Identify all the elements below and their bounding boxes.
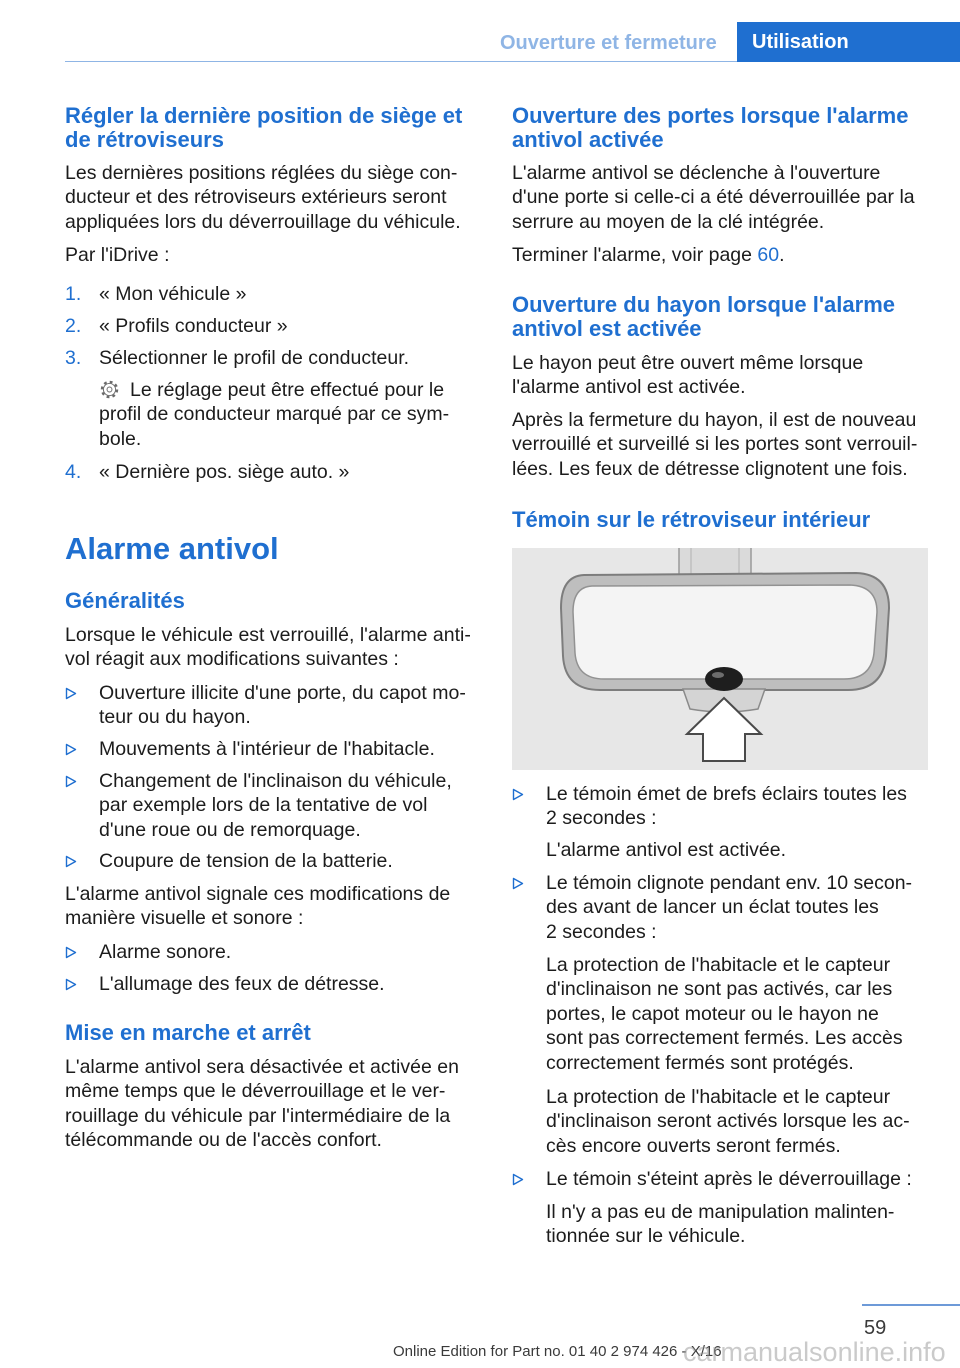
text-line: Le témoin émet de brefs éclairs toutes les: [546, 783, 907, 805]
text-line: d'inclinaison seront activés lorsque les ac-: [546, 1110, 910, 1133]
header-divider: [65, 61, 737, 62]
heading-line: Régler la dernière position de siège et: [65, 103, 463, 128]
doors-alarm-heading: [512, 104, 908, 153]
tailgate-alarm-heading: [512, 293, 895, 342]
heading-line: Généralités: [65, 588, 185, 613]
alarm-trigger-item: [65, 849, 393, 873]
reference-suffix: .: [779, 244, 785, 266]
text-line: vol réagit aux modifications suivantes :: [65, 648, 399, 671]
text-line: L'allumage des feux de détresse.: [99, 973, 385, 995]
bullet-triangle-icon: [65, 946, 77, 959]
text-line: correctement fermés sont protégés.: [546, 1051, 854, 1074]
bullet-triangle-icon: [512, 877, 524, 890]
text-line: verrouillé et surveillé si les portes sont verrouil-: [512, 433, 918, 456]
text-line: bole.: [99, 427, 142, 450]
text-line: portes, le capot moteur ou le hayon ne: [546, 1002, 879, 1025]
step-text: « Profils conducteur »: [99, 315, 288, 337]
text-line: Mouvements à l'intérieur de l'habitacle.: [99, 738, 435, 760]
step-3: [65, 346, 409, 370]
text-line: d'inclinaison ne sont pas activés, car les: [546, 978, 893, 1001]
page-number: 59: [864, 1317, 887, 1339]
text-line: l'alarme antivol est activée.: [512, 376, 746, 399]
step-text: « Mon véhicule »: [99, 283, 247, 305]
text-line: L'alarme antivol est activée.: [546, 839, 787, 861]
activation-heading: [65, 1021, 311, 1045]
indicator-state-item: [512, 1167, 912, 1191]
page-60-link[interactable]: 60: [757, 244, 780, 266]
text-line: lées. Les feux de détresse clignotent une fois.: [512, 457, 908, 480]
step-number: 1.: [65, 283, 82, 305]
alarm-indicator-led: [705, 667, 743, 691]
text-line: cès encore ouverts seront fermés.: [546, 1134, 841, 1157]
tailgate-alarm-text-1: [512, 351, 863, 400]
text-line: Le hayon peut être ouvert même lorsque: [512, 352, 864, 374]
tailgate-alarm-text-2: [512, 408, 917, 481]
text-line: 2 secondes :: [546, 920, 657, 943]
alarm-signal-item: [65, 940, 231, 964]
alarm-trigger-item: [65, 737, 435, 761]
step-4: [65, 460, 349, 484]
text-line: Changement de l'inclinaison du véhicule,: [99, 770, 452, 792]
text-line: L'alarme antivol sera désactivée et activée en: [65, 1056, 459, 1078]
heading-line: Témoin sur le rétroviseur intérieur: [512, 507, 871, 532]
step-text: « Dernière pos. siège auto. »: [99, 461, 350, 483]
indicator-state-detail: [546, 953, 903, 1075]
text-line: [512, 243, 785, 267]
reference-text: Terminer l'alarme, voir page: [512, 244, 758, 266]
step-3-note: [99, 378, 449, 451]
text-line: La protection de l'habitacle et le capteur: [546, 1086, 891, 1108]
alarm-signal-intro: [65, 882, 450, 931]
header-chapter-tab: [737, 22, 960, 62]
indicator-state-item: [512, 782, 907, 831]
bullet-triangle-icon: [65, 743, 77, 756]
header-section-title: Ouverture et fermeture: [500, 32, 717, 54]
alarm-section-title: Alarme antivol: [65, 531, 279, 566]
text-line: d'une roue ou de remorquage.: [99, 818, 361, 841]
text-line: teur ou du hayon.: [99, 706, 251, 729]
text-line: Le témoin clignote pendant env. 10 secon-: [546, 872, 913, 894]
indicator-state-detail: [546, 838, 786, 862]
mirror-indicator-heading: [512, 508, 870, 532]
text-line: Il n'y a pas eu de manipulation malinten-: [546, 1201, 895, 1223]
bullet-triangle-icon: [65, 978, 77, 991]
heading-line: antivol activée: [512, 127, 664, 153]
step-number: 4.: [65, 461, 82, 483]
doors-alarm-text: [512, 161, 915, 234]
step-2: [65, 314, 288, 338]
heading-line: Ouverture des portes lorsque l'alarme: [512, 103, 909, 128]
indicator-state-item: [512, 871, 912, 944]
bullet-triangle-icon: [65, 855, 77, 868]
text-line: Ouverture illicite d'une porte, du capot mo-: [99, 682, 466, 704]
indicator-state-detail: [546, 1085, 910, 1158]
text-line: appliquées lors du déverrouillage du véhicule.: [65, 210, 461, 233]
text-line: Le témoin s'éteint après le déverrouillage :: [546, 1168, 912, 1190]
bullet-triangle-icon: [65, 775, 77, 788]
heading-line: Mise en marche et arrêt: [65, 1020, 311, 1045]
edition-note: Online Edition for Part no. 01 40 2 974 426 - X/16: [393, 1343, 722, 1360]
text-line: même temps que le déverrouillage et le ver-: [65, 1080, 446, 1103]
header-chapter-label: Utilisation: [752, 31, 849, 53]
text-line: par exemple lors de la tentative de vol: [99, 794, 428, 817]
text-line: d'une porte si celle-ci a été déverrouillée par la: [512, 186, 915, 209]
alarm-trigger-item: [65, 681, 466, 730]
driver-profile-icon: [100, 380, 119, 399]
text-line: L'alarme antivol signale ces modifications de: [65, 883, 451, 905]
idrive-label: [65, 243, 170, 267]
alarm-signal-item: [65, 972, 385, 996]
heading-line: antivol est activée: [512, 316, 702, 342]
step-1: [65, 282, 246, 306]
heading-line: Ouverture du hayon lorsque l'alarme: [512, 292, 896, 317]
text-line: Coupure de tension de la batterie.: [99, 850, 393, 872]
footer-divider: [862, 1304, 960, 1306]
general-intro: [65, 623, 471, 672]
step-text: Sélectionner le profil de conducteur.: [99, 347, 410, 369]
text-line: profil de conducteur marqué par ce sym-: [99, 403, 450, 426]
text-line: serrure au moyen de la clé intégrée.: [512, 210, 825, 233]
bullet-triangle-icon: [512, 788, 524, 801]
note-text: Le réglage peut être effectué pour le: [130, 379, 445, 401]
indicator-state-detail: [546, 1200, 894, 1249]
activation-text: [65, 1055, 459, 1153]
site-watermark: carmanualsonline.info: [683, 1337, 946, 1367]
text-line: manière visuelle et sonore :: [65, 907, 304, 930]
end-alarm-reference: [512, 243, 785, 267]
rearview-mirror-indicator-illustration: [512, 548, 928, 770]
text-line: des avant de lancer un éclat toutes les: [546, 896, 879, 919]
text-line: sont pas correctement fermés. Les accès: [546, 1027, 903, 1050]
text-line: ducteur et des rétroviseurs extérieurs seront: [65, 186, 447, 209]
text-line: Après la fermeture du hayon, il est de nouveau: [512, 409, 917, 431]
step-number: 2.: [65, 315, 82, 337]
alarm-trigger-item: [65, 769, 452, 842]
text-line: rouillage du véhicule par l'intermédiaire de la: [65, 1104, 451, 1127]
text-line: [99, 378, 449, 402]
bullet-triangle-icon: [65, 687, 77, 700]
text-line: tionnée sur le véhicule.: [546, 1225, 746, 1248]
step-number: 3.: [65, 347, 82, 369]
text-line: Les dernières positions réglées du siège con-: [65, 162, 458, 184]
text-line: Par l'iDrive :: [65, 244, 170, 266]
text-line: télécommande ou de l'accès confort.: [65, 1129, 382, 1152]
text-line: Alarme sonore.: [99, 941, 232, 963]
memory-settings-intro: [65, 161, 461, 234]
memory-settings-heading: [65, 104, 462, 153]
bullet-triangle-icon: [512, 1173, 524, 1186]
text-line: 2 secondes :: [546, 807, 657, 830]
text-line: L'alarme antivol se déclenche à l'ouverture: [512, 162, 881, 184]
heading-line: de rétroviseurs: [65, 127, 224, 153]
text-line: La protection de l'habitacle et le capteur: [546, 954, 891, 976]
text-line: Lorsque le véhicule est verrouillé, l'alarme anti-: [65, 624, 471, 646]
general-heading: [65, 589, 185, 613]
mirror-glass: [573, 585, 877, 679]
